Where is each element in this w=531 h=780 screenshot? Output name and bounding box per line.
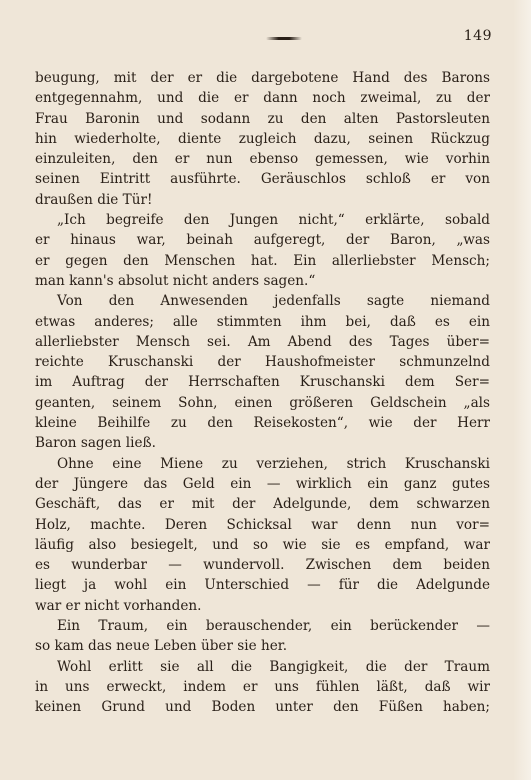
text-line: hin wiederholte, diente zugleich dazu, seinen Rückzug (35, 130, 490, 147)
text-line: Holz, machte. Deren Schicksal war denn nun vor= (35, 516, 490, 533)
text-line: er gegen den Menschen hat. Ein allerliebster Mensch; (35, 252, 490, 269)
text-line: entgegennahm, und die er dann noch zweimal, zu der (35, 90, 490, 107)
text-line: Wohl erlitt sie all die Bangigkeit, die der Traum (57, 658, 490, 675)
text-line: im Auftrag der Herrschaften Kruschanski dem Ser= (35, 374, 490, 391)
text-line: draußen die Tür! (35, 191, 153, 208)
text-line: beugung, mit der er die dargebotene Hand des Barons (35, 70, 490, 86)
text-line: etwas anderes; alle stimmten ihm bei, daß es ein (35, 313, 490, 330)
text-line: „Ich begreife den Jungen nicht,“ erklärte, sobald (57, 212, 490, 229)
text-line: so kam das neue Leben über sie her. (35, 638, 288, 655)
text-line: Ohne eine Miene zu verziehen, strich Kruschanski (57, 455, 490, 472)
text-line: Geschäft, das er mit der Adelgunde, dem schwarzen (35, 496, 490, 513)
text-line: man kann's absolut nicht anders sagen.“ (35, 272, 316, 289)
text-line: Frau Baronin und sodann zu den alten Pastorsleuten (35, 110, 490, 127)
text-line: war er nicht vorhanden. (35, 597, 202, 614)
text-line: kleine Beihilfe zu den Reisekosten“, wie der Herr (35, 415, 490, 432)
text-line: in uns erweckt, indem er uns fühlen läßt, daß wir (35, 678, 490, 695)
text-line: läufig also besiegelt, und so wie sie es empfand, war (35, 536, 490, 553)
text-line: der Jüngere das Geld ein — wirklich ein ganz gutes (35, 475, 490, 492)
text-line: einzuleiten, den er nun ebenso gemessen, wie vorhin (35, 151, 490, 168)
text-line: er hinaus war, beinah aufgeregt, der Baron, „was (35, 232, 490, 249)
text-line: Baron sagen ließ. (35, 435, 156, 452)
text-line: Von den Anwesenden jedenfalls sagte niemand (57, 293, 490, 310)
text-line: es wunderbar — wundervoll. Zwischen dem beiden (35, 557, 490, 574)
header-ornament (266, 37, 302, 40)
text-line: keinen Grund und Boden unter den Füßen haben; (35, 699, 490, 716)
text-line: Ein Traum, ein berauschender, ein berückender — (57, 618, 490, 635)
text-line: seinen Eintritt ausführte. Geräuschlos schloß er von (35, 171, 490, 188)
page-header (40, 28, 492, 48)
text-line: geanten, seinem Sohn, einen größeren Geldschein „als (35, 394, 490, 411)
body-text (35, 68, 490, 718)
text-line: allerliebster Mensch sei. Am Abend des Tages über= (35, 333, 490, 350)
page-edge (513, 0, 531, 780)
text-line: reichte Kruschanski der Haushofmeister schmunzelnd (35, 354, 490, 371)
text-line: liegt ja wohl ein Unterschied — für die Adelgunde (35, 577, 490, 594)
page-number: 149 (463, 28, 492, 44)
